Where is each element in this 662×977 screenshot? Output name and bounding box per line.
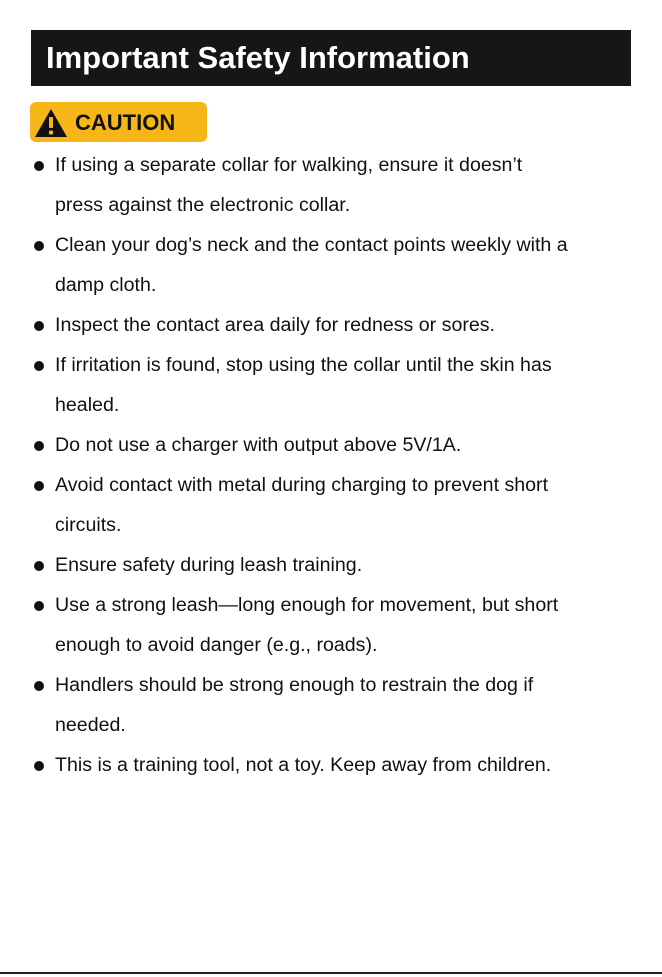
list-item-text: If irritation is found, stop using the collar until the skin has healed. — [55, 354, 552, 416]
list-item — [34, 145, 656, 225]
bottom-divider — [0, 972, 662, 974]
list-item — [34, 465, 656, 545]
bullet-icon — [34, 561, 44, 571]
bullet-icon — [34, 241, 44, 251]
title-bar — [31, 30, 631, 86]
bullet-icon — [34, 361, 44, 371]
bullet-icon — [34, 761, 44, 771]
list-item — [34, 545, 656, 585]
bullet-icon — [34, 681, 44, 691]
list-item — [34, 745, 656, 785]
list-item-text: Clean your dog’s neck and the contact points weekly with a damp cloth. — [55, 234, 568, 296]
list-item — [34, 665, 656, 745]
list-item-text: This is a training tool, not a toy. Keep away from children. — [55, 754, 552, 776]
list-item-text: Handlers should be strong enough to restrain the dog if needed. — [55, 674, 534, 736]
list-item-text: If using a separate collar for walking, ensure it doesn’t press against the electronic collar. — [55, 154, 523, 216]
list-item-text: Ensure safety during leash training. — [55, 554, 363, 576]
page-title: Important Safety Information — [46, 40, 470, 75]
list-item-text: Do not use a charger with output above 5V/1A. — [55, 434, 462, 456]
list-item — [34, 225, 656, 305]
list-item — [34, 585, 656, 665]
list-item-text: Use a strong leash—long enough for movement, but short enough to avoid danger (e.g., roads). — [55, 594, 559, 656]
safety-list — [34, 145, 656, 785]
bullet-icon — [34, 481, 44, 491]
list-item — [34, 305, 656, 345]
caution-label: CAUTION — [75, 110, 176, 135]
warning-triangle-icon — [34, 108, 68, 138]
bullet-icon — [34, 321, 44, 331]
bullet-icon — [34, 601, 44, 611]
list-item — [34, 425, 656, 465]
caution-badge — [30, 102, 207, 142]
list-item — [34, 345, 656, 425]
bullet-icon — [34, 441, 44, 451]
list-item-text: Avoid contact with metal during charging to prevent short circuits. — [55, 474, 549, 536]
list-item-text: Inspect the contact area daily for redness or sores. — [55, 314, 495, 336]
bullet-icon — [34, 161, 44, 171]
